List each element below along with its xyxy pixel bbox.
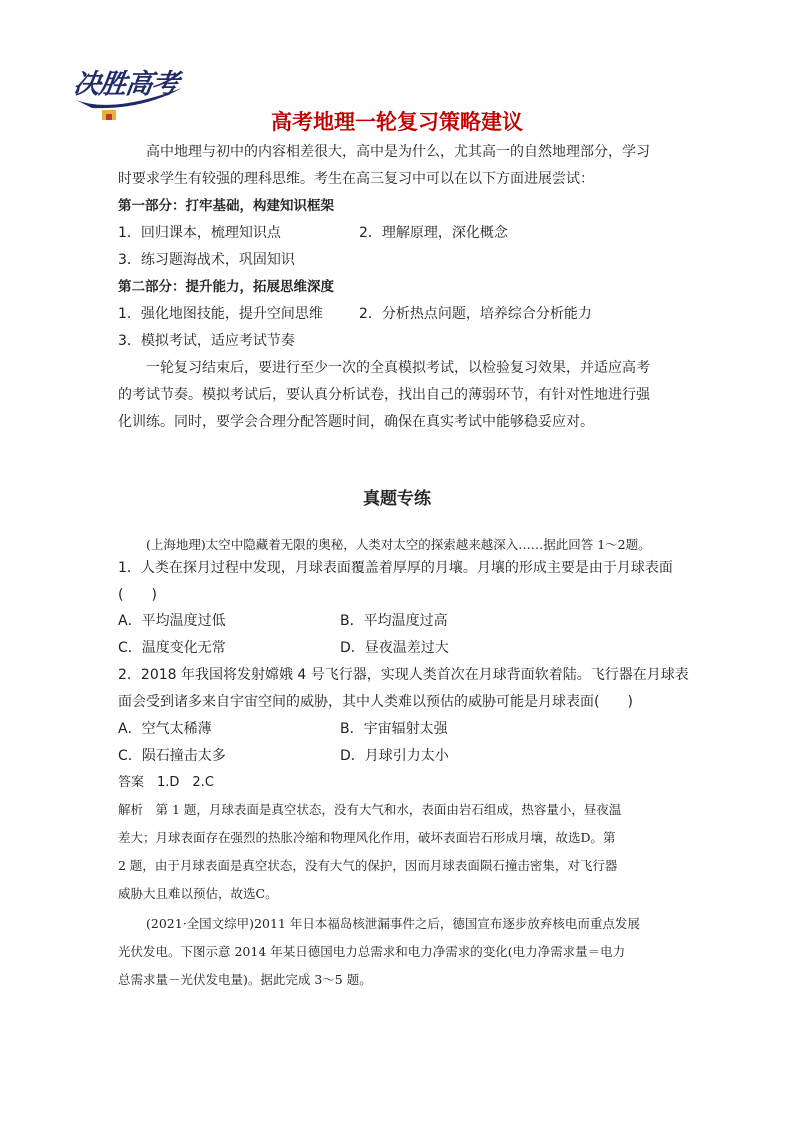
q2-stem-line-2: 面会受到诸多来自宇宙空间的威胁，其中人类难以预估的威胁可能是月球表面( ) xyxy=(118,694,633,710)
q2-option-d: D．月球引力太小 xyxy=(340,748,449,764)
part1-heading: 第一部分：打牢基础，构建知识框架 xyxy=(118,198,334,214)
q2-stem-line-1: 2．2018 年我国将发射嫦娥 4 号飞行器，实现人类首次在月球背面软着陆。飞行器在月球表 xyxy=(118,667,689,683)
q1-option-c: C．温度变化无常 xyxy=(118,640,226,656)
part2-item-1: 1．强化地图技能，提升空间思维 xyxy=(118,306,323,322)
explain-line-3: 2 题，由于月球表面是真空状态，没有大气的保护，因而月球表面陨石撞击密集，对飞行器 xyxy=(118,858,618,873)
intro-line-2: 时要求学生有较强的理科思维。考生在高三复习中可以在以下方面进展尝试： xyxy=(118,171,594,187)
page-title: 高考地理一轮复习策略建议 xyxy=(271,110,523,134)
q2-option-b: B．宇宙辐射太强 xyxy=(340,721,448,737)
q3-intro-line-1: (2021·全国文综甲)2011 年日本福岛核泄漏事件之后，德国宣布逐步放弃核电而重点发展 xyxy=(146,916,640,931)
part1-item-1: 1．回归课本，梳理知识点 xyxy=(118,225,281,241)
q1-option-d: D．昼夜温差过大 xyxy=(340,640,449,656)
q1-paren: ( ) xyxy=(118,587,157,603)
logo-text: 决胜高考 xyxy=(71,69,180,100)
q2-option-c: C．陨石撞击太多 xyxy=(118,748,226,764)
intro-line-1: 高中地理与初中的内容相差很大，高中是为什么，尤其高一的自然地理部分，学习 xyxy=(146,144,650,160)
q3-intro-line-3: 总需求量－光伏发电量)。据此完成 3～5 题。 xyxy=(118,972,372,987)
q2-option-a: A．空气太稀薄 xyxy=(118,721,212,737)
explain-line-4: 威胁大且难以预估，故选C。 xyxy=(118,886,278,901)
mock-line-1: 一轮复习结束后，要进行至少一次的全真模拟考试，以检验复习效果，并适应高考 xyxy=(146,360,650,376)
q1-stem: 1．人类在探月过程中发现，月球表面覆盖着厚厚的月壤。月壤的形成主要是由于月球表面 xyxy=(118,560,673,576)
question-intro: (上海地理)太空中隐藏着无限的奥秘，人类对太空的探索越来越深入……据此回答 1～2题。 xyxy=(146,537,651,552)
part2-item-3: 3．模拟考试，适应考试节奏 xyxy=(118,333,295,349)
q1-option-a: A．平均温度过低 xyxy=(118,613,226,629)
answer: 答案 1.D 2.C xyxy=(118,775,214,790)
mock-line-2: 的考试节奏。模拟考试后，要认真分析试卷，找出自己的薄弱环节，有针对性地进行强 xyxy=(118,387,650,403)
part1-item-3: 3．练习题海战术，巩固知识 xyxy=(118,252,295,268)
part1-item-2: 2．理解原理，深化概念 xyxy=(359,225,508,241)
explain-line-1: 解析 第 1 题，月球表面是真空状态，没有大气和水，表面由岩石组成，热容量小，昼夜温 xyxy=(118,802,622,817)
explain-line-2: 差大；月球表面存在强烈的热胀冷缩和物理风化作用，破坏表面岩石形成月壤，故选D。第 xyxy=(118,830,616,845)
part2-item-2: 2．分析热点问题，培养综合分析能力 xyxy=(359,306,592,322)
q1-option-b: B．平均温度过高 xyxy=(340,613,448,629)
mock-line-3: 化训练。同时，要学会合理分配答题时间，确保在真实考试中能够稳妥应对。 xyxy=(118,414,594,430)
part2-heading: 第二部分：提升能力，拓展思维深度 xyxy=(118,279,334,295)
q3-intro-line-2: 光伏发电。下图示意 2014 年某日德国电力总需求和电力净需求的变化(电力净需求量＝电力 xyxy=(118,944,626,959)
section-title: 真题专练 xyxy=(363,489,431,509)
